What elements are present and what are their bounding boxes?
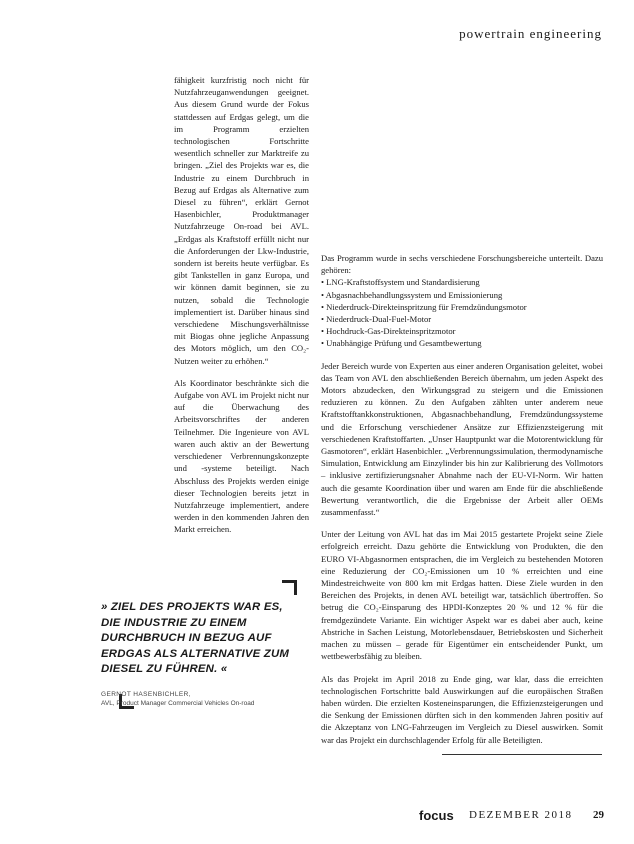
- page-footer: [419, 808, 604, 823]
- quote-author-role: AVL, Product Manager Commercial Vehicles On-road: [101, 699, 255, 707]
- end-rule: [442, 754, 602, 755]
- body-paragraph: Jeder Bereich wurde von Experten aus einer anderen Organisation geleitet, wobei das Team von AVL den abschließenden Bereich übernahm, um jeden Aspekt des Motors abzudecken, den Wirkungsgrad zu steigern und die Emissionen reduzieren zu können. Zu den Aufgaben zählten unter anderem neue Kraftstofftankkonstruktionen, Abgasnachbehandlung, Fremdzündungssysteme und die Erforschung verschiedener Ansätze zur Effizienzsteigerung mit verschiedenen Kraftstoffarten. „Unser Hauptpunkt war die Motorentwicklung für Gasmotoren“, erklärt Hasenbichler. „Verbrennungssimulation, thermodynamische Simulation, Entwicklung am Einzylinder bis hin zur Kalibrierung des Vollmotors – inklusive zertifizierungsnaher Abnahme nach der EU-VI-Norm. Wir hatten auch die gesamte Koordination über und waren am Ende für die abschließende Bewertung verantwortlich, die die Ergebnisse der Arbeit aller OEMs zusammenfasst.“: [321, 360, 603, 518]
- quote-attribution: [101, 690, 301, 708]
- quote-author-name: GERNOT HASENBICHLER,: [101, 690, 191, 698]
- body-paragraph: fähigkeit kurzfristig noch nicht für Nutzfahrzeuganwendungen geeignet. Aus diesem Grund wurde der Fokus stattdessen auf Erdgas gelegt, um die im Programm erzielten technologischen Fortschritte wesentlich schneller zur Marktreife zu bringen. „Ziel des Projekts war es, die Industrie zu einem Durchbruch in Bezug auf Erdgas als Alternative zum Diesel zu führen“, erklärt Gernot Hasenbichler, Produktmanager Nutzfahrzeuge On-road bei AVL. „Erdgas als Kraftstoff erfüllt nicht nur die Anforderungen der Lkw-Industrie, sondern ist bereits heute verfügbar. Es gibt Tankstellen in ganz Europa, und wir können damit beginnen, sie zu nutzen, sobald die Technologie implementiert ist. Darüber hinaus sind verschiedene Mischungsverhältnisse mit Biogas ohne jegliche Anpassung des Motors möglich, um den CO₂-Nutzen weiter zu erhöhen.“: [174, 75, 309, 366]
- research-area-list: [321, 276, 603, 349]
- pull-quote: [101, 600, 301, 708]
- body-paragraph: Als das Projekt im April 2018 zu Ende ging, war klar, dass die erreichten technologischen Fortschritte bald Auswirkungen auf die europäischen Straßen haben würden. Die erzielten Kosteneinsparungen, die Effizienzsteigerungen und die Senkung der Emissionen dürften sich in den kommenden Jahren positiv auf die Akzeptanz von LNG-Fahrzeugen im Vergleich zu Diesel auswirken. Somit war das Projekt ein durchschlagender Erfolg für alle Beteiligten.: [321, 673, 603, 745]
- pull-quote-text: » ZIEL DES PROJEKTS WAR ES, DIE INDUSTRIE ZU EINEM DURCHBRUCH IN BEZUG AUF ERDGAS ALS ALTERNATIVE ZUM DIESEL ZU FÜHREN. «: [101, 601, 290, 676]
- body-paragraph: Unter der Leitung von AVL hat das im Mai 2015 gestartete Projekt seine Ziele erfolgreich erreicht. Dazu gehörte die Entwicklung von Produkten, die den EURO VI-Abgasnormen entsprachen, die im Vergleich zu bestehenden Motoren eine Reduzierung der CO₂-Emissionen um 10 % erreichten und eine Mindestreichweite von 800 km mit Erdgas hatten. Diese Ziele wurden in den Bereichen des Projekts, in denen AVL beteiligt war, tatsächlich übertroffen. So betrug die CO₂-Einsparung des HPDI-Konzeptes 20 % und 12 % für die fremdgezündete Variante. Ein wichtiger Aspekt war es dabei aber auch, keine Abstriche in Sachen Leistung, Motorlebensdauer, Betriebskosten und Sicherheit machen zu müssen – gerade für Eigentümer ein entscheidender Punkt, um wettbewerbsfähig zu bleiben.: [321, 529, 603, 662]
- right-text-column: [321, 252, 603, 756]
- list-item: • Niederdruck-Dual-Fuel-Motor: [321, 314, 432, 325]
- list-item: • LNG-Kraftstoffsystem und Standardisierung: [321, 277, 480, 288]
- magazine-logo: focus: [419, 808, 454, 823]
- list-item: • Hochdruck-Gas-Direkteinspritzmotor: [321, 326, 456, 337]
- section-header: powertrain engineering: [459, 26, 602, 41]
- list-item: • Abgasnachbehandlungssystem und Emissionierung: [321, 289, 503, 300]
- body-paragraph: Das Programm wurde in sechs verschiedene Forschungsbereiche unterteilt. Dazu gehören:: [321, 253, 603, 276]
- body-paragraph: Als Koordinator beschränkte sich die Aufgabe von AVL im Projekt nicht nur auf die Überwachung des Arbeitsvorschriftes der anderen Teilnehmer. Die Ingenieure von AVL waren auch aktiv an der Bewertung verschiedener Verbrennungskonzepte und -systeme beteiligt. Nach Abschluss des Projekts werden einige dieser Technologien bereits jetzt in Nutzfahrzeuge implementiert, andere werden in den kommenden Jahren den Markt erreichen.: [174, 377, 309, 535]
- issue-date: DEZEMBER 2018: [469, 809, 573, 821]
- page-number: 29: [593, 809, 604, 821]
- quote-corner-mark-top: [282, 580, 297, 595]
- left-text-column: [174, 74, 309, 546]
- list-item: • Unabhängige Prüfung und Gesamtbewertung: [321, 338, 482, 349]
- list-item: • Niederdruck-Direkteinspritzung für Fremdzündungsmotor: [321, 301, 527, 312]
